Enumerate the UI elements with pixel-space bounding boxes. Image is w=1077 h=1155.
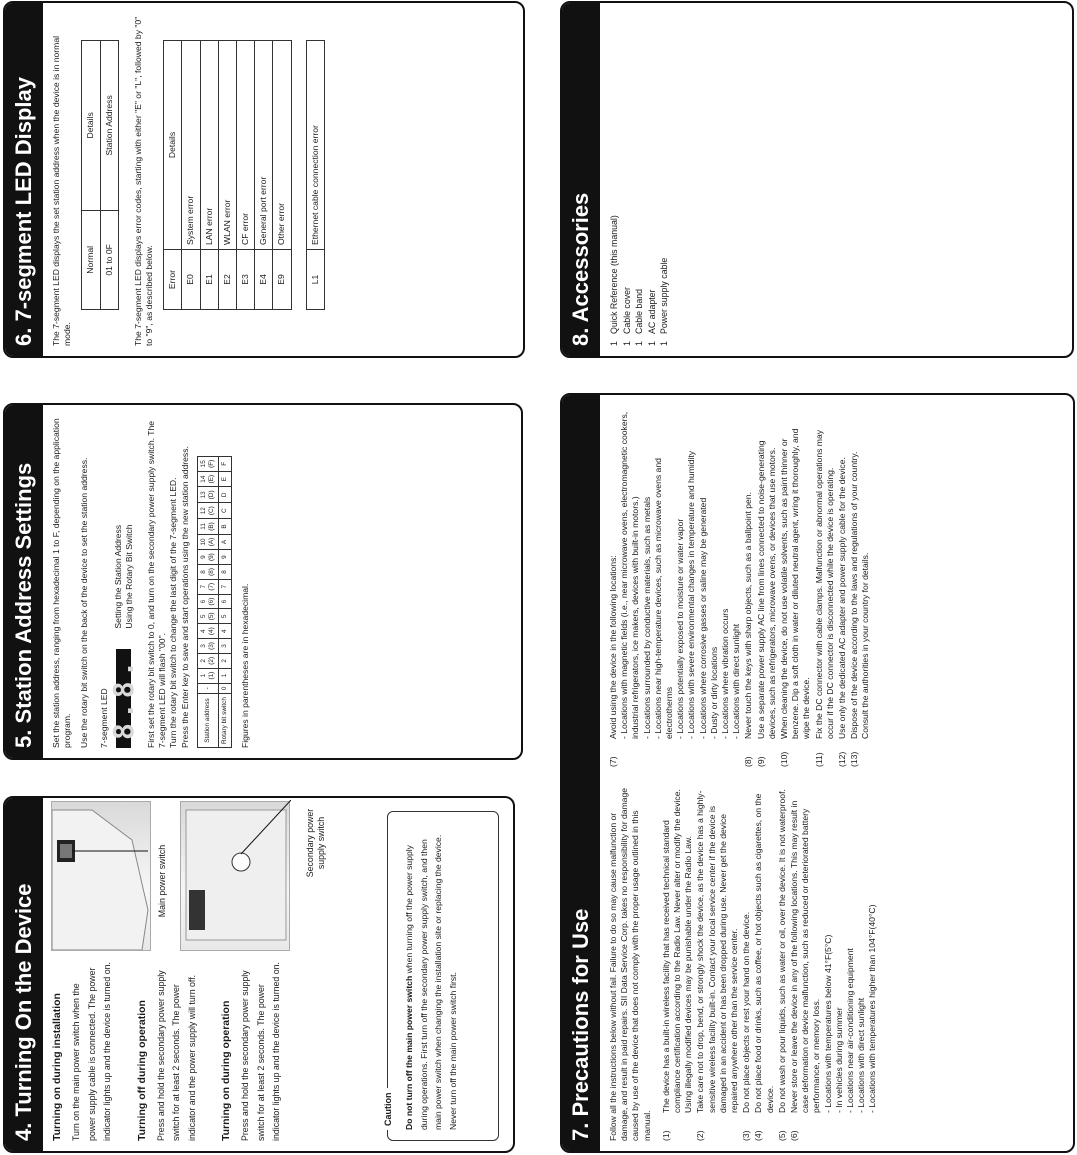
instructions-column (51, 961, 305, 1141)
error-row (200, 41, 218, 310)
setting-caption-1: Setting the Station Address (112, 524, 123, 629)
normal-value: 01 to 0F (100, 210, 118, 309)
precaution-text: Never store or leave the device in any of the following locations. This may result in case deformation or device malfunction, such as reduced or deteriorated battery performance, or memory loss. - Locations with temperatures below 41°F(5°C) - In vehicles during summer - Locations near air-conditioning equipment - Locations with direct sunlight - Locations with temperatures higher than 104°F(40°C) (789, 800, 878, 1113)
accessory-quantity: 1 (609, 341, 619, 346)
station-text-4: Turn the rotary bit switch to change the last digit of the 7-segment LED. (168, 477, 179, 748)
rotary-cell: A (218, 534, 231, 550)
precaution-number: (2) (695, 1130, 706, 1141)
led-text-1: The 7-segment LED displays the set station address when the device is in normal mode. (51, 35, 73, 346)
error-row (237, 41, 255, 310)
precaution-item (789, 785, 879, 1141)
led-group (98, 649, 140, 748)
accessory-name: AC adapter (646, 289, 657, 334)
address-cell: 4 (4) (197, 624, 218, 639)
setting-captions (99, 524, 136, 628)
error-row (273, 41, 291, 310)
accessory-name: Power supply cable (659, 257, 669, 334)
normal-row (100, 41, 118, 310)
off-text: Press and hold the secondary power supply switch for at least 2 seconds. The power indicator and the power supply will turn off. (155, 970, 197, 1141)
accessory-item (646, 13, 659, 346)
station-text-5: Press the Enter key to save and start operations using the new station address. (179, 446, 190, 748)
station-text-2: Use the rotary bit switch on the back of the device to set the station address. (79, 457, 90, 748)
precaution-number: (13) (849, 751, 860, 767)
precaution-number: (8) (743, 756, 754, 767)
rotary-cell: 2 (218, 653, 231, 668)
error-detail: CF error (237, 41, 255, 250)
setting-caption-2: Using the Rotary Bit Switch (123, 524, 134, 629)
precaution-number: (11) (813, 752, 824, 767)
normal-detail: Station Address (100, 41, 118, 211)
precaution-item (837, 411, 848, 767)
led-display-icon: 8.8. (116, 649, 131, 748)
precaution-number: (5) (776, 1130, 787, 1141)
precaution-item (849, 411, 871, 767)
section-title: 5. Station Address Settings (5, 405, 43, 758)
install-block (51, 961, 116, 1141)
precaution-number: (4) (753, 1130, 764, 1141)
accessory-item (608, 13, 621, 346)
error-code: E4 (255, 250, 273, 310)
precaution-text: Never touch the keys with sharp objects, such as a ballpoint pen. (743, 492, 754, 739)
details-header: Details (164, 41, 182, 250)
precaution-item (695, 785, 740, 1141)
main-power-switch-label: Main power switch (157, 844, 167, 918)
address-cell: 13 (D) (197, 487, 218, 503)
error-detail: System error (182, 41, 200, 250)
address-cell: 7 (7) (197, 579, 218, 594)
precaution-item (661, 785, 695, 1141)
accessory-item (633, 13, 646, 346)
details-header: Details (82, 41, 100, 211)
error-detail: LAN error (200, 41, 218, 250)
error-row (218, 41, 236, 310)
precaution-item (608, 411, 742, 767)
device-photo-secondary-switch (180, 801, 290, 951)
rotary-cell: B (218, 519, 231, 535)
on-block (220, 961, 285, 1141)
precaution-text: Avoid using the device in the following locations: - Locations with magnetic fields (i.e., near microwave ovens, electromagnetic cookers, industrial refrigerators, ice makers, devices with built-in motors.) - Locations surrounded by conductive materials, such as metals - Locations near high-temperature devices, such as microwave ovens and electrotherms - Locations potentially exposed to moisture or water vapor - Locations with severe environmental changes in temperature and humidity - Locations where corrosive gasses or saline may be generated - Dusty or dirty locations - Locations where vibration occurs - Locations with direct sunlight (608, 411, 742, 739)
error-code: E9 (273, 250, 291, 310)
error-detail: General port error (255, 41, 273, 250)
rotary-cell: 3 (218, 639, 231, 654)
accessory-name: Cable band (634, 289, 644, 334)
precaution-text: The device has a built-in wireless facility that has received technical standard compliance certification according to the Radio Law. Never alter or modify the device. Using illegally modified devices may be punishable under the Radio Law. (660, 789, 694, 1113)
rotary-cell: 6 (218, 594, 231, 609)
rotary-cell: 9 (218, 550, 231, 565)
accessory-quantity: 1 (646, 341, 657, 346)
accessories-list (600, 3, 679, 356)
station-text-1: Set the station address, ranging from hexadecimal 1 to F, depending on the application program. (51, 418, 73, 748)
secondary-switch-label: Secondary power supply switch (305, 808, 326, 878)
error-table (163, 40, 291, 310)
caution-bold-text: Do not turn off the main power switch (404, 975, 414, 1130)
precaution-item (777, 785, 788, 1141)
precaution-number: (12) (837, 751, 848, 767)
precaution-number: (7) (608, 756, 618, 767)
precaution-item (741, 785, 752, 1141)
address-table (197, 456, 232, 748)
rotary-cell: D (218, 487, 231, 503)
precautions-intro: Follow all the instructions below without fail. Failure to do so may cause malfunction or damage, and result in paid repairs. SII Data Service Corp. takes no responsibility for damage caused by use of the device that does not comply with the proper usage outlined in this manual. (608, 787, 652, 1141)
led-text-2: The 7-segment LED displays error codes, starting with either "E" or "L", followed by "0" to "9", as described below. (132, 16, 155, 346)
section-title: 8. Accessories (562, 3, 600, 356)
rotary-cell: 0 (218, 683, 231, 694)
secondary-switch-icon (232, 853, 250, 871)
precaution-item (779, 411, 813, 767)
l1-row (306, 41, 324, 310)
error-code: E1 (200, 250, 218, 310)
precaution-text: Do not wash or pour liquids, such as water or oil, over the device. It is not waterproof. (776, 789, 787, 1113)
error-detail: WLAN error (218, 41, 236, 250)
precaution-item (756, 411, 778, 767)
precautions-right-column (608, 411, 880, 767)
precaution-number: (1) (660, 1130, 671, 1141)
precaution-text: Dispose of the device according to the laws and regulations of your country. Consult the authorities in your country for details. (849, 451, 871, 739)
section-body (43, 3, 347, 356)
accessory-item (621, 13, 634, 346)
error-header: Error (164, 250, 182, 310)
precaution-text: Do not place objects or rest your hand on the device. (741, 911, 752, 1113)
l1-table (306, 40, 325, 310)
precaution-number: (6) (789, 1130, 800, 1141)
rotary-cell: 8 (218, 565, 231, 580)
precaution-text: Use only the dedicated AC adapter and power supply cable for the device. (837, 457, 848, 739)
address-cell: 15 (F) (197, 456, 218, 471)
precaution-text: Do not place food or drinks, such as coffee, or hot objects such as cigarettes, on the device. (753, 793, 775, 1113)
normal-table (81, 40, 118, 310)
precaution-item (814, 411, 836, 767)
off-heading: Turning off during operation (135, 1000, 148, 1141)
device-side-illustration (181, 800, 291, 950)
rotary-row (218, 456, 231, 747)
section-accessories (560, 1, 1074, 358)
section-title: 6. 7-segment LED Display (5, 3, 43, 356)
error-row (255, 41, 273, 310)
precaution-text: When cleaning the device, do not use volatile solvents, such as paint thinner or benzene. Dip a soft cloth in water or diluted neutral agent, wring it thoroughly, and wipe the device. (779, 428, 812, 739)
accessory-quantity: 1 (659, 341, 669, 346)
rotary-cell: 7 (218, 579, 231, 594)
section-led-display (3, 1, 525, 358)
precaution-number: (10) (779, 751, 790, 767)
address-cell: 6 (6) (197, 594, 218, 609)
section-precautions (560, 393, 1075, 1153)
section-title: 4. Turning On the Device (5, 798, 43, 1151)
rotary-cell: 4 (218, 624, 231, 639)
section-turning-on (3, 796, 515, 1153)
accessory-name: Cable cover (621, 287, 632, 334)
rotary-cell: E (218, 471, 231, 487)
address-row-label: Station address (197, 694, 218, 748)
section-station-address (3, 403, 523, 760)
device-photo-main-switch (51, 801, 151, 951)
address-cell: 8 (8) (197, 565, 218, 580)
address-cell: 2 (2) (197, 653, 218, 668)
install-heading: Turning on during installation (51, 993, 63, 1141)
address-cell: 12 (C) (197, 503, 218, 519)
error-header-row (164, 41, 182, 310)
indicator-panel-icon (189, 890, 205, 930)
hex-note: Figures in parentheses are in hexadecimal. (239, 583, 250, 748)
led-row (98, 415, 140, 748)
error-detail: Other error (273, 41, 291, 250)
address-cell: 3 (3) (197, 639, 218, 654)
section-body (43, 405, 265, 758)
accessory-name: Quick Reference (this manual) (609, 215, 619, 334)
precaution-item (753, 785, 775, 1141)
l1-detail: Ethernet cable connection error (306, 41, 324, 250)
error-code: E3 (237, 250, 255, 310)
accessory-quantity: 1 (621, 341, 632, 346)
address-cell: - (197, 683, 218, 694)
led-label: 7-segment LED (98, 688, 109, 748)
address-cell: 10 (A) (197, 534, 218, 550)
section-title: 7. Precautions for Use (562, 395, 600, 1151)
off-block (136, 961, 201, 1141)
precaution-text: Take care not to drop, bend, or strongly shock the device, as the device has a highly-sensitive wireless facility built-in. Contact your local service center if the device is damaged in an accident or has been dropped during use. Never get the device repaired anywhere other than the service center. (695, 790, 740, 1113)
error-code: E2 (218, 250, 236, 310)
caution-box (383, 811, 499, 1141)
accessory-item (658, 13, 671, 346)
accessory-quantity: 1 (634, 341, 644, 346)
l1-code: L1 (306, 250, 324, 310)
normal-header-row (82, 41, 100, 310)
normal-header: Normal (82, 210, 100, 309)
rotary-cell: F (218, 456, 231, 471)
rotary-cell: 5 (218, 609, 231, 624)
precaution-text: Fix the DC connector with cable clamps. Malfunction or abnormal operations may occur if the DC connector is disconnected while the device is operating. (813, 429, 835, 739)
device-illustration (52, 800, 152, 950)
station-text-3: First set the rotary bit switch to 0, and turn on the secondary power supply switch. The 7-segment LED will flash "00". (146, 420, 168, 748)
address-cell: 1 (1) (197, 668, 218, 683)
on-text: Press and hold the secondary power supply switch for at least 2 seconds. The power indicator lights up and the device is turned on. (240, 962, 281, 1141)
install-text: Turn on the main power switch when the power supply cable is connected. The power indicator lights up and the device is turned on. (71, 962, 112, 1141)
caution-text: when turning off the power supply during operations. First turn off the secondary power supply switch, and then main power switch when changing the installation site or replacing the device. Never turn off the main power switch first. (404, 834, 458, 1130)
rotary-row-label: Rotary bit switch (218, 694, 231, 748)
rotary-cell: 1 (218, 668, 231, 683)
address-cell: 11 (B) (197, 519, 218, 535)
address-cell: 14 (E) (197, 471, 218, 487)
precaution-text: Use a separate power supply AC line from lines connected to noise-generating devices, such as refrigerators, microwave ovens, or devices that use motors. (755, 440, 777, 739)
precaution-number: (9) (755, 756, 766, 767)
precaution-number: (3) (741, 1130, 752, 1141)
on-heading: Turning on during operation (220, 1000, 232, 1141)
error-row (182, 41, 200, 310)
precautions-columns (600, 395, 888, 1151)
caution-label: Caution (381, 1089, 396, 1131)
error-code: E0 (182, 250, 200, 310)
precautions-left-column (608, 785, 880, 1141)
address-row (197, 456, 218, 747)
address-cell: 5 (5) (197, 609, 218, 624)
address-cell: 9 (9) (197, 550, 218, 565)
precaution-item (743, 411, 754, 767)
rotary-cell: C (218, 503, 231, 519)
